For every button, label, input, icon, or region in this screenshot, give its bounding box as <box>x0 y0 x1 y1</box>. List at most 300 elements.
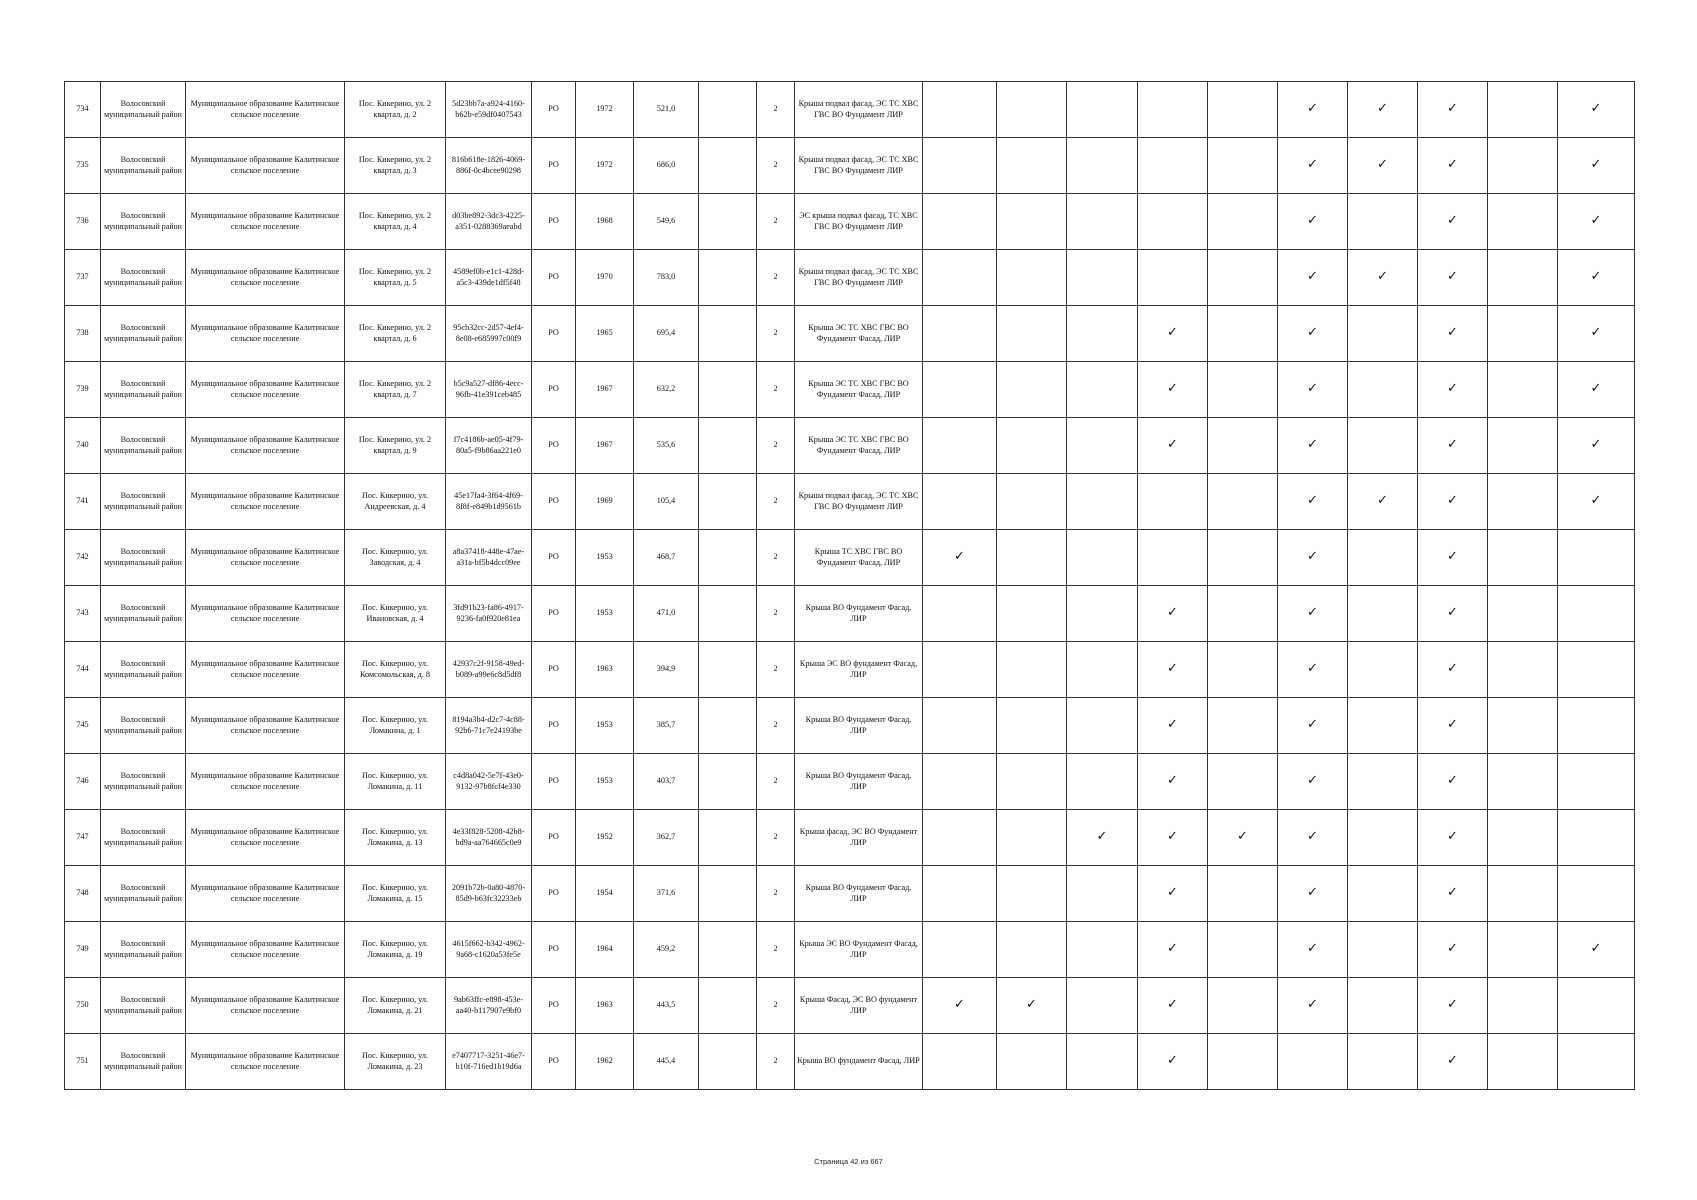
build-year-cell: 1972 <box>576 82 634 138</box>
area-cell: 468,7 <box>634 530 699 586</box>
fias-code-cell: b5c9a527-df86-4ecc-96fb-41e391ceb485 <box>446 362 532 418</box>
empty-check-cell <box>1067 530 1138 586</box>
district-cell: Волосовский муниципальный район <box>101 250 186 306</box>
works-list-cell: Крыша ЭС ВО Фундамент Фасад, ЛИР <box>795 922 923 978</box>
empty-check-cell <box>1488 474 1558 530</box>
build-year-cell: 1962 <box>576 1034 634 1090</box>
empty-check-cell <box>1208 1034 1278 1090</box>
empty-check-cell <box>923 474 997 530</box>
checkmark-icon: ✓ <box>1418 474 1488 530</box>
empty-cell <box>699 642 757 698</box>
empty-check-cell <box>1208 418 1278 474</box>
checkmark-icon: ✓ <box>1278 418 1348 474</box>
fias-code-cell: 2091b72b-0a80-4870-85d9-b63fc32233eb <box>446 866 532 922</box>
empty-check-cell <box>923 754 997 810</box>
municipality-cell: Муниципальное образование Калитинское сельское поселение <box>186 866 345 922</box>
empty-check-cell <box>1348 866 1418 922</box>
empty-check-cell <box>1067 474 1138 530</box>
empty-check-cell <box>1558 642 1635 698</box>
housing-register-table <box>64 81 1635 1090</box>
empty-cell <box>699 362 757 418</box>
empty-check-cell <box>923 922 997 978</box>
address-cell: Пос. Кикерино, ул. 2 квартал, д. 6 <box>345 306 446 362</box>
checkmark-icon: ✓ <box>1278 978 1348 1034</box>
empty-check-cell <box>923 250 997 306</box>
row-number-cell: 743 <box>65 586 101 642</box>
fund-form-cell: РО <box>532 1034 576 1090</box>
empty-check-cell <box>1278 1034 1348 1090</box>
empty-check-cell <box>1067 1034 1138 1090</box>
empty-check-cell <box>1488 530 1558 586</box>
empty-check-cell <box>997 362 1067 418</box>
fias-code-cell: f7c4186b-ae05-4f79-80a5-f9b86aa221e0 <box>446 418 532 474</box>
fias-code-cell: 4589ef0b-e1c1-428d-a5c3-439de1df5f48 <box>446 250 532 306</box>
build-year-cell: 1953 <box>576 530 634 586</box>
area-cell: 394,9 <box>634 642 699 698</box>
checkmark-icon: ✓ <box>1348 474 1418 530</box>
checkmark-icon: ✓ <box>1138 698 1208 754</box>
empty-check-cell <box>1067 82 1138 138</box>
empty-check-cell <box>1067 418 1138 474</box>
checkmark-icon: ✓ <box>1138 754 1208 810</box>
empty-cell <box>699 194 757 250</box>
checkmark-icon: ✓ <box>1418 1034 1488 1090</box>
checkmark-icon: ✓ <box>1278 250 1348 306</box>
checkmark-icon: ✓ <box>923 530 997 586</box>
empty-cell <box>699 530 757 586</box>
checkmark-icon: ✓ <box>1348 250 1418 306</box>
works-list-cell: Крыша подвал фасад, ЭС ТС ХВС ГВС ВО Фундамент ЛИР <box>795 250 923 306</box>
empty-check-cell <box>1488 754 1558 810</box>
empty-check-cell <box>1208 754 1278 810</box>
table-row <box>65 586 1635 642</box>
table-row <box>65 642 1635 698</box>
works-list-cell: Крыша Фасад, ЭС ВО фундамент ЛИР <box>795 978 923 1034</box>
district-cell: Волосовский муниципальный район <box>101 978 186 1034</box>
address-cell: Пос. Кикерино, ул. 2 квартал, д. 3 <box>345 138 446 194</box>
checkmark-icon: ✓ <box>1558 474 1635 530</box>
page-number: Страница 42 из 667 <box>814 1157 883 1166</box>
empty-check-cell <box>1488 250 1558 306</box>
municipality-cell: Муниципальное образование Калитинское сельское поселение <box>186 530 345 586</box>
address-cell: Пос. Кикерино, ул. Ломакина, д. 23 <box>345 1034 446 1090</box>
row-number-cell: 745 <box>65 698 101 754</box>
area-cell: 105,4 <box>634 474 699 530</box>
checkmark-icon: ✓ <box>1278 306 1348 362</box>
empty-check-cell <box>1348 698 1418 754</box>
works-list-cell: Крыша ВО Фундамент Фасад, ЛИР <box>795 586 923 642</box>
empty-check-cell <box>1488 922 1558 978</box>
empty-check-cell <box>1488 1034 1558 1090</box>
checkmark-icon: ✓ <box>1278 138 1348 194</box>
empty-check-cell <box>1208 698 1278 754</box>
empty-check-cell <box>1348 754 1418 810</box>
district-cell: Волосовский муниципальный район <box>101 1034 186 1090</box>
checkmark-icon: ✓ <box>1558 922 1635 978</box>
municipality-cell: Муниципальное образование Калитинское сельское поселение <box>186 978 345 1034</box>
empty-check-cell <box>1348 922 1418 978</box>
build-year-cell: 1964 <box>576 922 634 978</box>
checkmark-icon: ✓ <box>1558 194 1635 250</box>
fund-form-cell: РО <box>532 194 576 250</box>
empty-cell <box>699 866 757 922</box>
area-cell: 521,0 <box>634 82 699 138</box>
row-number-cell: 737 <box>65 250 101 306</box>
fias-code-cell: 42937c2f-9158-49ed-b089-a99e6c8d5df8 <box>446 642 532 698</box>
fund-form-cell: РО <box>532 306 576 362</box>
empty-cell <box>699 82 757 138</box>
checkmark-icon: ✓ <box>1278 194 1348 250</box>
empty-check-cell <box>1558 866 1635 922</box>
empty-cell <box>699 978 757 1034</box>
municipality-cell: Муниципальное образование Калитинское сельское поселение <box>186 306 345 362</box>
checkmark-icon: ✓ <box>1138 418 1208 474</box>
stage-cell: 2 <box>757 866 795 922</box>
checkmark-icon: ✓ <box>1138 362 1208 418</box>
empty-check-cell <box>1208 474 1278 530</box>
address-cell: Пос. Кикерино, ул. Ломакина, д. 1 <box>345 698 446 754</box>
row-number-cell: 746 <box>65 754 101 810</box>
table-row <box>65 82 1635 138</box>
stage-cell: 2 <box>757 810 795 866</box>
empty-check-cell <box>1208 530 1278 586</box>
row-number-cell: 735 <box>65 138 101 194</box>
area-cell: 686,0 <box>634 138 699 194</box>
checkmark-icon: ✓ <box>1418 754 1488 810</box>
empty-check-cell <box>923 194 997 250</box>
checkmark-icon: ✓ <box>1418 250 1488 306</box>
checkmark-icon: ✓ <box>1418 978 1488 1034</box>
empty-cell <box>699 474 757 530</box>
build-year-cell: 1953 <box>576 698 634 754</box>
area-cell: 459,2 <box>634 922 699 978</box>
table-row <box>65 418 1635 474</box>
area-cell: 385,7 <box>634 698 699 754</box>
empty-check-cell <box>1488 362 1558 418</box>
empty-check-cell <box>1348 530 1418 586</box>
checkmark-icon: ✓ <box>1278 810 1348 866</box>
empty-check-cell <box>1488 978 1558 1034</box>
empty-check-cell <box>1208 362 1278 418</box>
municipality-cell: Муниципальное образование Калитинское сельское поселение <box>186 922 345 978</box>
empty-check-cell <box>1067 866 1138 922</box>
row-number-cell: 739 <box>65 362 101 418</box>
empty-cell <box>699 138 757 194</box>
fund-form-cell: РО <box>532 642 576 698</box>
checkmark-icon: ✓ <box>1208 810 1278 866</box>
municipality-cell: Муниципальное образование Калитинское сельское поселение <box>186 194 345 250</box>
row-number-cell: 736 <box>65 194 101 250</box>
empty-check-cell <box>923 586 997 642</box>
works-list-cell: Крыша ТС ХВС ГВС ВО Фундамент Фасад, ЛИР <box>795 530 923 586</box>
stage-cell: 2 <box>757 642 795 698</box>
fund-form-cell: РО <box>532 810 576 866</box>
district-cell: Волосовский муниципальный район <box>101 698 186 754</box>
empty-check-cell <box>923 698 997 754</box>
area-cell: 632,2 <box>634 362 699 418</box>
empty-check-cell <box>1067 362 1138 418</box>
fund-form-cell: РО <box>532 698 576 754</box>
fias-code-cell: 3fd91b23-fa86-4917-9236-fa0f920e81ea <box>446 586 532 642</box>
empty-check-cell <box>1067 306 1138 362</box>
area-cell: 403,7 <box>634 754 699 810</box>
stage-cell: 2 <box>757 698 795 754</box>
build-year-cell: 1970 <box>576 250 634 306</box>
build-year-cell: 1963 <box>576 642 634 698</box>
empty-check-cell <box>1558 754 1635 810</box>
checkmark-icon: ✓ <box>1558 82 1635 138</box>
empty-check-cell <box>997 306 1067 362</box>
checkmark-icon: ✓ <box>1138 810 1208 866</box>
empty-check-cell <box>923 1034 997 1090</box>
empty-check-cell <box>1348 418 1418 474</box>
empty-check-cell <box>1208 642 1278 698</box>
empty-cell <box>699 754 757 810</box>
district-cell: Волосовский муниципальный район <box>101 922 186 978</box>
checkmark-icon: ✓ <box>1418 306 1488 362</box>
stage-cell: 2 <box>757 978 795 1034</box>
works-list-cell: Крыша ЭС ТС ХВС ГВС ВО Фундамент Фасад, ЛИР <box>795 306 923 362</box>
checkmark-icon: ✓ <box>1278 922 1348 978</box>
municipality-cell: Муниципальное образование Калитинское сельское поселение <box>186 474 345 530</box>
area-cell: 471,0 <box>634 586 699 642</box>
district-cell: Волосовский муниципальный район <box>101 306 186 362</box>
fund-form-cell: РО <box>532 530 576 586</box>
empty-check-cell <box>923 306 997 362</box>
works-list-cell: Крыша подвал фасад, ЭС ТС ХВС ГВС ВО Фундамент ЛИР <box>795 474 923 530</box>
empty-check-cell <box>997 250 1067 306</box>
checkmark-icon: ✓ <box>1278 754 1348 810</box>
checkmark-icon: ✓ <box>1558 306 1635 362</box>
checkmark-icon: ✓ <box>1278 586 1348 642</box>
empty-cell <box>699 586 757 642</box>
checkmark-icon: ✓ <box>1067 810 1138 866</box>
district-cell: Волосовский муниципальный район <box>101 82 186 138</box>
district-cell: Волосовский муниципальный район <box>101 586 186 642</box>
municipality-cell: Муниципальное образование Калитинское сельское поселение <box>186 82 345 138</box>
empty-cell <box>699 1034 757 1090</box>
empty-check-cell <box>1208 586 1278 642</box>
area-cell: 549,6 <box>634 194 699 250</box>
table-row <box>65 306 1635 362</box>
stage-cell: 2 <box>757 418 795 474</box>
works-list-cell: Крыша ВО Фундамент Фасад, ЛИР <box>795 754 923 810</box>
stage-cell: 2 <box>757 82 795 138</box>
address-cell: Пос. Кикерино, ул. Ломакина, д. 13 <box>345 810 446 866</box>
area-cell: 445,4 <box>634 1034 699 1090</box>
fund-form-cell: РО <box>532 138 576 194</box>
checkmark-icon: ✓ <box>1558 362 1635 418</box>
works-list-cell: Крыша ЭС ТС ХВС ГВС ВО Фундамент Фасад, ЛИР <box>795 418 923 474</box>
fias-code-cell: 5d23bb7a-a924-4160-b62b-e59df0407543 <box>446 82 532 138</box>
district-cell: Волосовский муниципальный район <box>101 810 186 866</box>
checkmark-icon: ✓ <box>1558 138 1635 194</box>
stage-cell: 2 <box>757 250 795 306</box>
empty-check-cell <box>1138 194 1208 250</box>
fund-form-cell: РО <box>532 418 576 474</box>
address-cell: Пос. Кикерино, ул. 2 квартал, д. 7 <box>345 362 446 418</box>
empty-cell <box>699 306 757 362</box>
checkmark-icon: ✓ <box>1418 698 1488 754</box>
empty-check-cell <box>1067 922 1138 978</box>
table-row <box>65 810 1635 866</box>
build-year-cell: 1965 <box>576 306 634 362</box>
fias-code-cell: 4615f662-b342-4962-9a68-c1620a53fe5e <box>446 922 532 978</box>
area-cell: 371,6 <box>634 866 699 922</box>
address-cell: Пос. Кикерино, ул. 2 квартал, д. 4 <box>345 194 446 250</box>
build-year-cell: 1963 <box>576 978 634 1034</box>
empty-check-cell <box>997 810 1067 866</box>
empty-check-cell <box>1208 978 1278 1034</box>
empty-check-cell <box>1138 138 1208 194</box>
empty-check-cell <box>1558 586 1635 642</box>
checkmark-icon: ✓ <box>1348 82 1418 138</box>
fund-form-cell: РО <box>532 866 576 922</box>
checkmark-icon: ✓ <box>1418 586 1488 642</box>
address-cell: Пос. Кикерино, ул. Заводская, д. 4 <box>345 530 446 586</box>
fund-form-cell: РО <box>532 362 576 418</box>
district-cell: Волосовский муниципальный район <box>101 754 186 810</box>
empty-cell <box>699 250 757 306</box>
empty-cell <box>699 418 757 474</box>
district-cell: Волосовский муниципальный район <box>101 418 186 474</box>
municipality-cell: Муниципальное образование Калитинское сельское поселение <box>186 1034 345 1090</box>
municipality-cell: Муниципальное образование Калитинское сельское поселение <box>186 698 345 754</box>
empty-check-cell <box>1138 530 1208 586</box>
build-year-cell: 1967 <box>576 418 634 474</box>
checkmark-icon: ✓ <box>1418 194 1488 250</box>
empty-check-cell <box>997 194 1067 250</box>
empty-check-cell <box>1488 698 1558 754</box>
empty-cell <box>699 810 757 866</box>
checkmark-icon: ✓ <box>1138 642 1208 698</box>
empty-check-cell <box>1208 82 1278 138</box>
address-cell: Пос. Кикерино, ул. Ивановская, д. 4 <box>345 586 446 642</box>
empty-check-cell <box>1348 642 1418 698</box>
fias-code-cell: 8194a3b4-d2c7-4c88-92b6-71c7e24193be <box>446 698 532 754</box>
stage-cell: 2 <box>757 1034 795 1090</box>
fias-code-cell: 45e17fa4-3f64-4f69-8f8f-e849b1d9561b <box>446 474 532 530</box>
table-row <box>65 250 1635 306</box>
empty-cell <box>699 922 757 978</box>
table-row <box>65 754 1635 810</box>
fund-form-cell: РО <box>532 250 576 306</box>
fund-form-cell: РО <box>532 978 576 1034</box>
address-cell: Пос. Кикерино, ул. 2 квартал, д. 9 <box>345 418 446 474</box>
fund-form-cell: РО <box>532 586 576 642</box>
stage-cell: 2 <box>757 306 795 362</box>
row-number-cell: 750 <box>65 978 101 1034</box>
empty-check-cell <box>1558 530 1635 586</box>
area-cell: 535,6 <box>634 418 699 474</box>
empty-check-cell <box>923 642 997 698</box>
table-row <box>65 474 1635 530</box>
area-cell: 362,7 <box>634 810 699 866</box>
works-list-cell: Крыша подвал фасад, ЭС ТС ХВС ГВС ВО Фундамент ЛИР <box>795 82 923 138</box>
empty-check-cell <box>997 698 1067 754</box>
empty-check-cell <box>1488 82 1558 138</box>
empty-check-cell <box>1208 138 1278 194</box>
empty-check-cell <box>1348 810 1418 866</box>
empty-check-cell <box>1067 978 1138 1034</box>
empty-check-cell <box>997 82 1067 138</box>
empty-check-cell <box>923 866 997 922</box>
empty-check-cell <box>997 474 1067 530</box>
district-cell: Волосовский муниципальный район <box>101 866 186 922</box>
address-cell: Пос. Кикерино, ул. 2 квартал, д. 5 <box>345 250 446 306</box>
build-year-cell: 1969 <box>576 474 634 530</box>
checkmark-icon: ✓ <box>1418 530 1488 586</box>
works-list-cell: Крыша фасад, ЭС ВО Фундамент ЛИР <box>795 810 923 866</box>
table-row <box>65 362 1635 418</box>
checkmark-icon: ✓ <box>1418 642 1488 698</box>
municipality-cell: Муниципальное образование Калитинское сельское поселение <box>186 362 345 418</box>
empty-check-cell <box>1138 250 1208 306</box>
district-cell: Волосовский муниципальный район <box>101 474 186 530</box>
municipality-cell: Муниципальное образование Калитинское сельское поселение <box>186 642 345 698</box>
municipality-cell: Муниципальное образование Калитинское сельское поселение <box>186 810 345 866</box>
area-cell: 443,5 <box>634 978 699 1034</box>
table-row <box>65 530 1635 586</box>
stage-cell: 2 <box>757 138 795 194</box>
checkmark-icon: ✓ <box>1558 250 1635 306</box>
checkmark-icon: ✓ <box>1138 922 1208 978</box>
empty-check-cell <box>997 586 1067 642</box>
empty-check-cell <box>923 810 997 866</box>
works-list-cell: Крыша подвал фасад, ЭС ТС ХВС ГВС ВО Фундамент ЛИР <box>795 138 923 194</box>
empty-check-cell <box>1067 194 1138 250</box>
empty-check-cell <box>1067 754 1138 810</box>
build-year-cell: 1952 <box>576 810 634 866</box>
empty-check-cell <box>1208 866 1278 922</box>
empty-check-cell <box>1348 978 1418 1034</box>
empty-check-cell <box>1208 194 1278 250</box>
empty-check-cell <box>1558 1034 1635 1090</box>
works-list-cell: Крыша ВО фундамент Фасад, ЛИР <box>795 1034 923 1090</box>
stage-cell: 2 <box>757 362 795 418</box>
empty-check-cell <box>1488 138 1558 194</box>
checkmark-icon: ✓ <box>1418 866 1488 922</box>
address-cell: Пос. Кикерино, ул. 2 квартал, д. 2 <box>345 82 446 138</box>
checkmark-icon: ✓ <box>1278 698 1348 754</box>
stage-cell: 2 <box>757 194 795 250</box>
empty-check-cell <box>923 138 997 194</box>
address-cell: Пос. Кикерино, ул. Ломакина, д. 21 <box>345 978 446 1034</box>
works-list-cell: Крыша ВО Фундамент Фасад, ЛИР <box>795 698 923 754</box>
fias-code-cell: c4d8a042-5e7f-43e0-9132-97b8fcf4e330 <box>446 754 532 810</box>
fund-form-cell: РО <box>532 754 576 810</box>
stage-cell: 2 <box>757 922 795 978</box>
empty-check-cell <box>997 866 1067 922</box>
checkmark-icon: ✓ <box>1418 810 1488 866</box>
address-cell: Пос. Кикерино, ул. Андреевская, д. 4 <box>345 474 446 530</box>
empty-check-cell <box>1558 810 1635 866</box>
row-number-cell: 749 <box>65 922 101 978</box>
municipality-cell: Муниципальное образование Калитинское сельское поселение <box>186 586 345 642</box>
empty-check-cell <box>997 642 1067 698</box>
works-list-cell: Крыша ЭС ВО фундамент Фасад, ЛИР <box>795 642 923 698</box>
checkmark-icon: ✓ <box>1278 362 1348 418</box>
checkmark-icon: ✓ <box>1138 306 1208 362</box>
empty-check-cell <box>1488 810 1558 866</box>
checkmark-icon: ✓ <box>1278 474 1348 530</box>
checkmark-icon: ✓ <box>1418 82 1488 138</box>
municipality-cell: Муниципальное образование Калитинское сельское поселение <box>186 250 345 306</box>
empty-check-cell <box>1558 978 1635 1034</box>
table-row <box>65 698 1635 754</box>
empty-check-cell <box>1208 306 1278 362</box>
stage-cell: 2 <box>757 754 795 810</box>
